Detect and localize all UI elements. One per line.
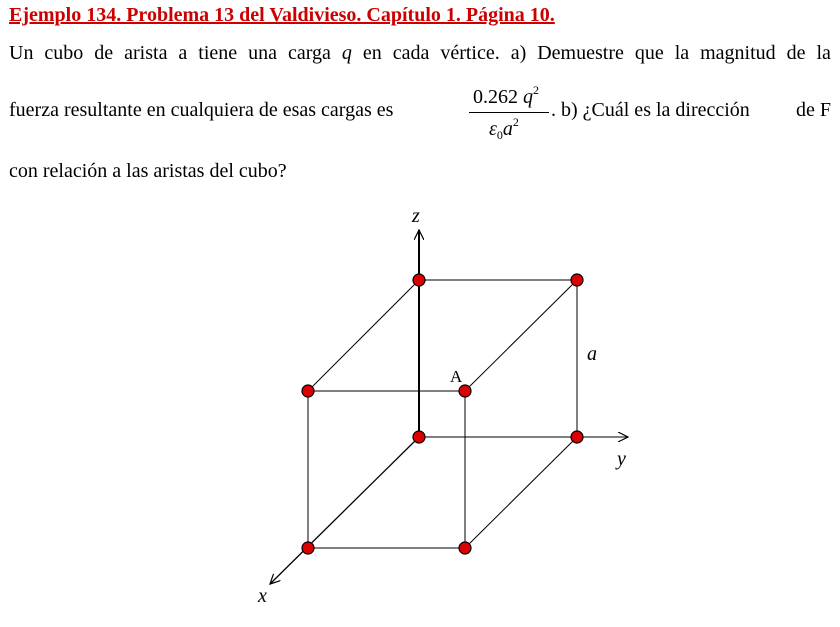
word: una (248, 42, 278, 64)
charge-vertex (571, 274, 583, 286)
charge-vertex (302, 542, 314, 554)
z-axis-label: z (412, 205, 420, 227)
word: carga (287, 42, 331, 64)
word: la (816, 42, 831, 64)
charge-vertex (413, 274, 425, 286)
word: Demuestre (537, 42, 624, 64)
word: a (178, 42, 188, 64)
word: cubo (44, 42, 84, 64)
line2-mid: . b) ¿Cuál es la dirección (551, 99, 750, 121)
epsilon-symbol: ε (489, 118, 497, 140)
numerator-exponent: 2 (533, 83, 539, 97)
cube-edge (465, 280, 577, 391)
denominator-variable: a (502, 118, 513, 140)
cube-edge (465, 437, 577, 548)
word: que (634, 42, 664, 64)
charge-symbol: q (341, 42, 352, 64)
line2-start: fuerza resultante en cualquiera de esas cargas es (9, 99, 394, 121)
word: la (674, 42, 690, 64)
word: tiene (198, 42, 238, 64)
point-a-label: A (450, 367, 463, 386)
word: Un (9, 42, 34, 64)
charge-vertex (571, 431, 583, 443)
x-axis-label: x (258, 585, 267, 607)
cube-edge (308, 280, 419, 391)
word: arista (124, 42, 168, 64)
word: de (786, 42, 806, 64)
problem-line-3: con relación a las aristas del cubo? (9, 160, 287, 182)
word: cada (392, 42, 430, 64)
y-axis-label: y (617, 448, 626, 470)
charge-vertex (302, 385, 314, 397)
charge-vertex (459, 542, 471, 554)
word: de (94, 42, 114, 64)
line2-end: de F (796, 99, 831, 121)
word: a) (510, 42, 527, 64)
denominator-exponent: 2 (512, 115, 519, 129)
charge-vertex-a (459, 385, 471, 397)
numerator-coefficient: 0.262 (473, 86, 518, 108)
x-axis (270, 437, 419, 584)
word: vértice. (440, 42, 500, 64)
word: en (362, 42, 382, 64)
charge-vertex-origin (413, 431, 425, 443)
edge-length-label: a (587, 343, 597, 365)
epsilon-subscript: 0 (496, 128, 503, 142)
word: magnitud (700, 42, 776, 64)
numerator-variable: q (523, 86, 533, 108)
page-title: Ejemplo 134. Problema 13 del Valdivieso. Capítulo 1. Página 10. (9, 4, 555, 26)
